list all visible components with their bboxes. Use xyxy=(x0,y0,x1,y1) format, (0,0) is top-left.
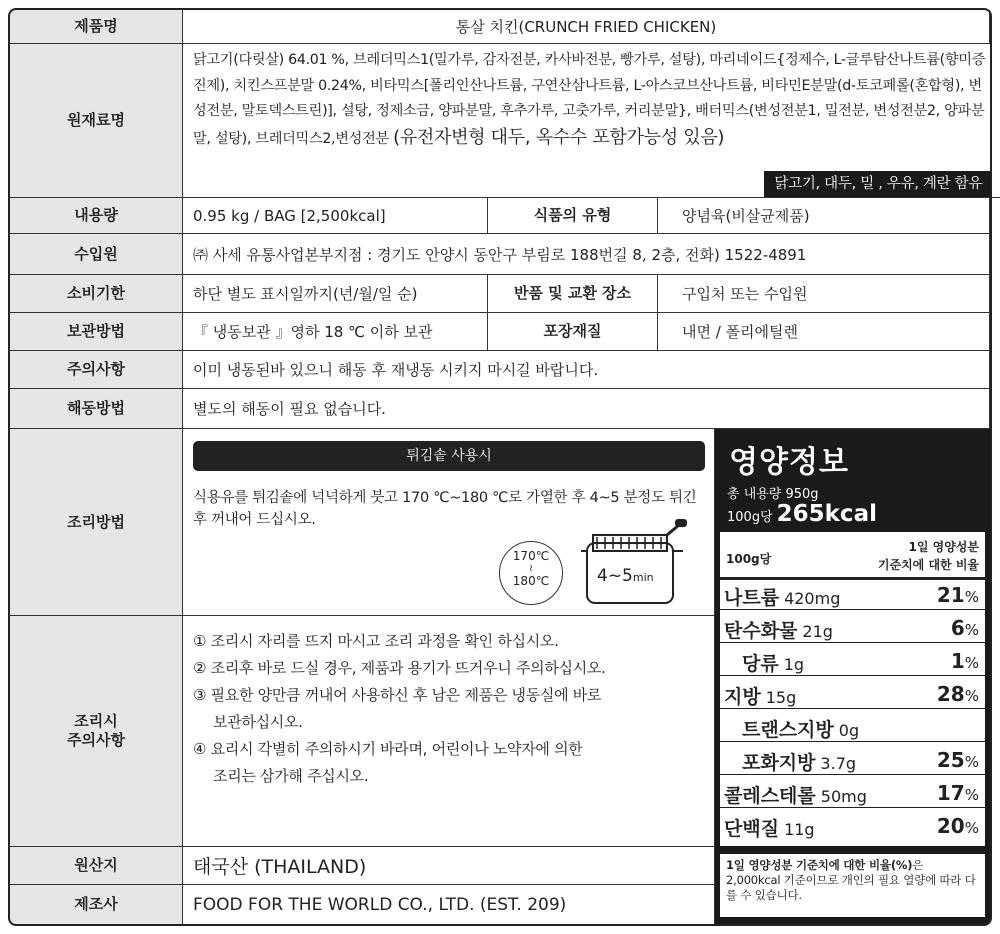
label-return-place: 반품 및 교환 장소 xyxy=(488,275,658,313)
cooking-section xyxy=(183,429,715,616)
food-type-value: 양념육(비살균제품) xyxy=(658,198,990,234)
nutrient-name: 지방 15g xyxy=(724,686,797,708)
nutrition-row-trans-fat xyxy=(720,712,985,742)
nutrition-head-right xyxy=(878,538,979,574)
temp-mid: ≀ xyxy=(529,563,533,574)
label-cooking-caution xyxy=(10,616,183,847)
nutrient-name: 당류 1g xyxy=(742,653,805,675)
label-food-type: 식품의 유형 xyxy=(488,198,658,234)
cook-time xyxy=(597,566,654,586)
nutrition-head-left: 100g당 xyxy=(726,552,772,566)
caution-item: 보관하십시오. xyxy=(213,713,303,731)
caution-value: 이미 냉동된바 있으니 해동 후 재냉동 시키지 마시길 바랍니다. xyxy=(183,351,990,389)
nutrient-name: 콜레스테롤 50mg xyxy=(724,785,867,807)
importer-value: ㈜ 사세 유통사업본부지점 : 경기도 안양시 동안구 부림로 188번길 8, 2층, 전화) 1522-4891 xyxy=(183,234,990,275)
cook-time-main: 4~5 xyxy=(597,566,633,586)
storage-value: 『 냉동보관 』영하 18 ℃ 이하 보관 xyxy=(183,313,488,351)
nutrition-kcal: 265kcal xyxy=(776,501,877,527)
nutrition-row-sodium xyxy=(720,580,985,610)
nutrition-per xyxy=(727,501,877,527)
nutrition-row-protein xyxy=(720,811,985,841)
return-place-value: 구입처 또는 수입원 xyxy=(658,275,990,313)
caution-item: ① 조리시 자리를 뜨지 마시고 조리 과정을 확인 하십시오. xyxy=(193,632,559,650)
temp-bottom: 180℃ xyxy=(512,574,550,588)
cooking-caution-list xyxy=(183,616,715,847)
nutrient-percent: 25% xyxy=(936,748,979,772)
nutrient-name: 트랜스지방 0g xyxy=(742,719,860,741)
ingredients-main: 닭고기(다릿살) 64.01 %, 브레더믹스1(밀가루, 감자전분, 카사바전분, 빵가루, 설탕), 마리네이드{정제수, L-글루탐산나트륨(향미증진제), 치킨스프분말 0.24%, 비타믹스[폴리인산나트륨, 구연산삼나트륨, L-아스코브산나트륨, 비타민E분말(d-토코페롤(혼합형), 변성전분, 말토덱스트린)], 설탕, 정제소금, 양파분말, 후추가루, 고춧가루, 커리분말}, 배터믹스(변성전분1, 밀전분, 변성전분2, 양파분말, 설탕), 브레더믹스2,변성전분 xyxy=(193,52,986,147)
label-cooking: 조리방법 xyxy=(10,429,183,616)
nutrition-row-saturated-fat xyxy=(720,745,985,775)
label-cooking-caution-1: 조리시 xyxy=(74,712,118,731)
nutrition-head-right-2: 기준치에 대한 비율 xyxy=(877,558,979,572)
caution-item: ③ 필요한 양만큼 꺼내어 사용하신 후 남은 제품은 냉동실에 바로 xyxy=(193,686,602,704)
product-name: 통살 치킨(CRUNCH FRIED CHICKEN) xyxy=(183,10,990,44)
nutrition-header xyxy=(720,532,985,580)
nutrition-row-cholesterol xyxy=(720,778,985,808)
nutrition-total: 총 내용량 950g xyxy=(727,487,819,502)
caution-item: 조리는 삼가해 주십시오. xyxy=(213,767,369,785)
nutrition-table xyxy=(720,532,985,846)
nutrition-row-sugars xyxy=(720,646,985,676)
nutrition-foot-rest: 은 2,000kcal 기준이므로 개인의 필요 열량에 따라 다를 수 있습니다. xyxy=(726,858,976,902)
nutrition-footnote xyxy=(720,854,985,917)
caution-item: ④ 요리시 각별히 주의하시기 바라며, 어린이나 노약자에 의한 xyxy=(193,740,583,758)
nutrition-foot-bold: 1일 영양성분 기준치에 대한 비율(%) xyxy=(726,858,913,872)
label-storage: 보관방법 xyxy=(10,313,183,351)
label-product-name: 제품명 xyxy=(10,10,183,44)
label-origin: 원산지 xyxy=(10,847,183,885)
label-packaging: 포장재질 xyxy=(488,313,658,351)
allergen-badge: 닭고기, 대두, 밀 , 우유, 계란 함유 xyxy=(764,171,992,197)
cooking-bar: 튀김솥 사용시 xyxy=(193,441,705,471)
label-importer: 수입원 xyxy=(10,234,183,275)
nutrition-row-fat xyxy=(720,679,985,709)
label-content: 내용량 xyxy=(10,198,183,234)
temperature-circle xyxy=(499,541,563,605)
nutrition-head-right-1: 1일 영양성분 xyxy=(908,540,979,554)
caution-item: ② 조리후 바로 드실 경우, 제품과 용기가 뜨거우니 주의하십시오. xyxy=(193,659,606,677)
ingredients-text xyxy=(183,44,1000,198)
content-value: 0.95 kg / BAG [2,500kcal] xyxy=(183,198,488,234)
temp-top: 170℃ xyxy=(512,549,550,563)
nutrition-panel xyxy=(715,429,992,924)
cook-time-unit: min xyxy=(632,571,654,584)
nutrient-percent: 20% xyxy=(936,814,979,838)
nutrient-name: 탄수화물 21g xyxy=(724,620,833,642)
label-thaw: 해동방법 xyxy=(10,389,183,429)
label-caution: 주의사항 xyxy=(10,351,183,389)
nutrient-name: 단백질 11g xyxy=(724,818,815,840)
label-manufacturer: 제조사 xyxy=(10,885,183,924)
nutrition-per-label: 100g당 xyxy=(727,510,773,525)
nutrient-percent: 28% xyxy=(936,682,979,706)
cooking-text: 식용유를 튀김솥에 넉넉하게 붓고 170 ℃~180 ℃로 가열한 후 4~5 분정도 튀긴 후 꺼내어 드십시오. xyxy=(193,490,697,528)
fryer-icon xyxy=(579,515,689,607)
packaging-value: 내면 / 폴리에틸렌 xyxy=(658,313,990,351)
nutrient-percent: 1% xyxy=(950,649,979,673)
origin-value: 태국산 (THAILAND) xyxy=(183,847,715,885)
ingredients-gmo: (유전자변형 대두, 옥수수 포함가능성 있음) xyxy=(393,126,725,148)
thaw-value: 별도의 해동이 필요 없습니다. xyxy=(183,389,990,429)
manufacturer-value: FOOD FOR THE WORLD CO., LTD. (EST. 209) xyxy=(183,885,715,924)
nutrient-percent: 21% xyxy=(936,583,979,607)
expiry-value: 하단 별도 표시일까지(년/월/일 순) xyxy=(183,275,488,313)
nutrient-name: 나트륨 420mg xyxy=(724,587,841,609)
label-expiry: 소비기한 xyxy=(10,275,183,313)
label-ingredients: 원재료명 xyxy=(10,44,183,198)
label-cooking-caution-2: 주의사항 xyxy=(67,731,125,749)
nutrient-percent: 6% xyxy=(950,616,979,640)
nutrient-name: 포화지방 3.7g xyxy=(742,752,857,774)
nutrition-title: 영양정보 xyxy=(729,445,849,480)
nutrition-row-carbs xyxy=(720,613,985,643)
nutrient-percent: 17% xyxy=(936,781,979,805)
